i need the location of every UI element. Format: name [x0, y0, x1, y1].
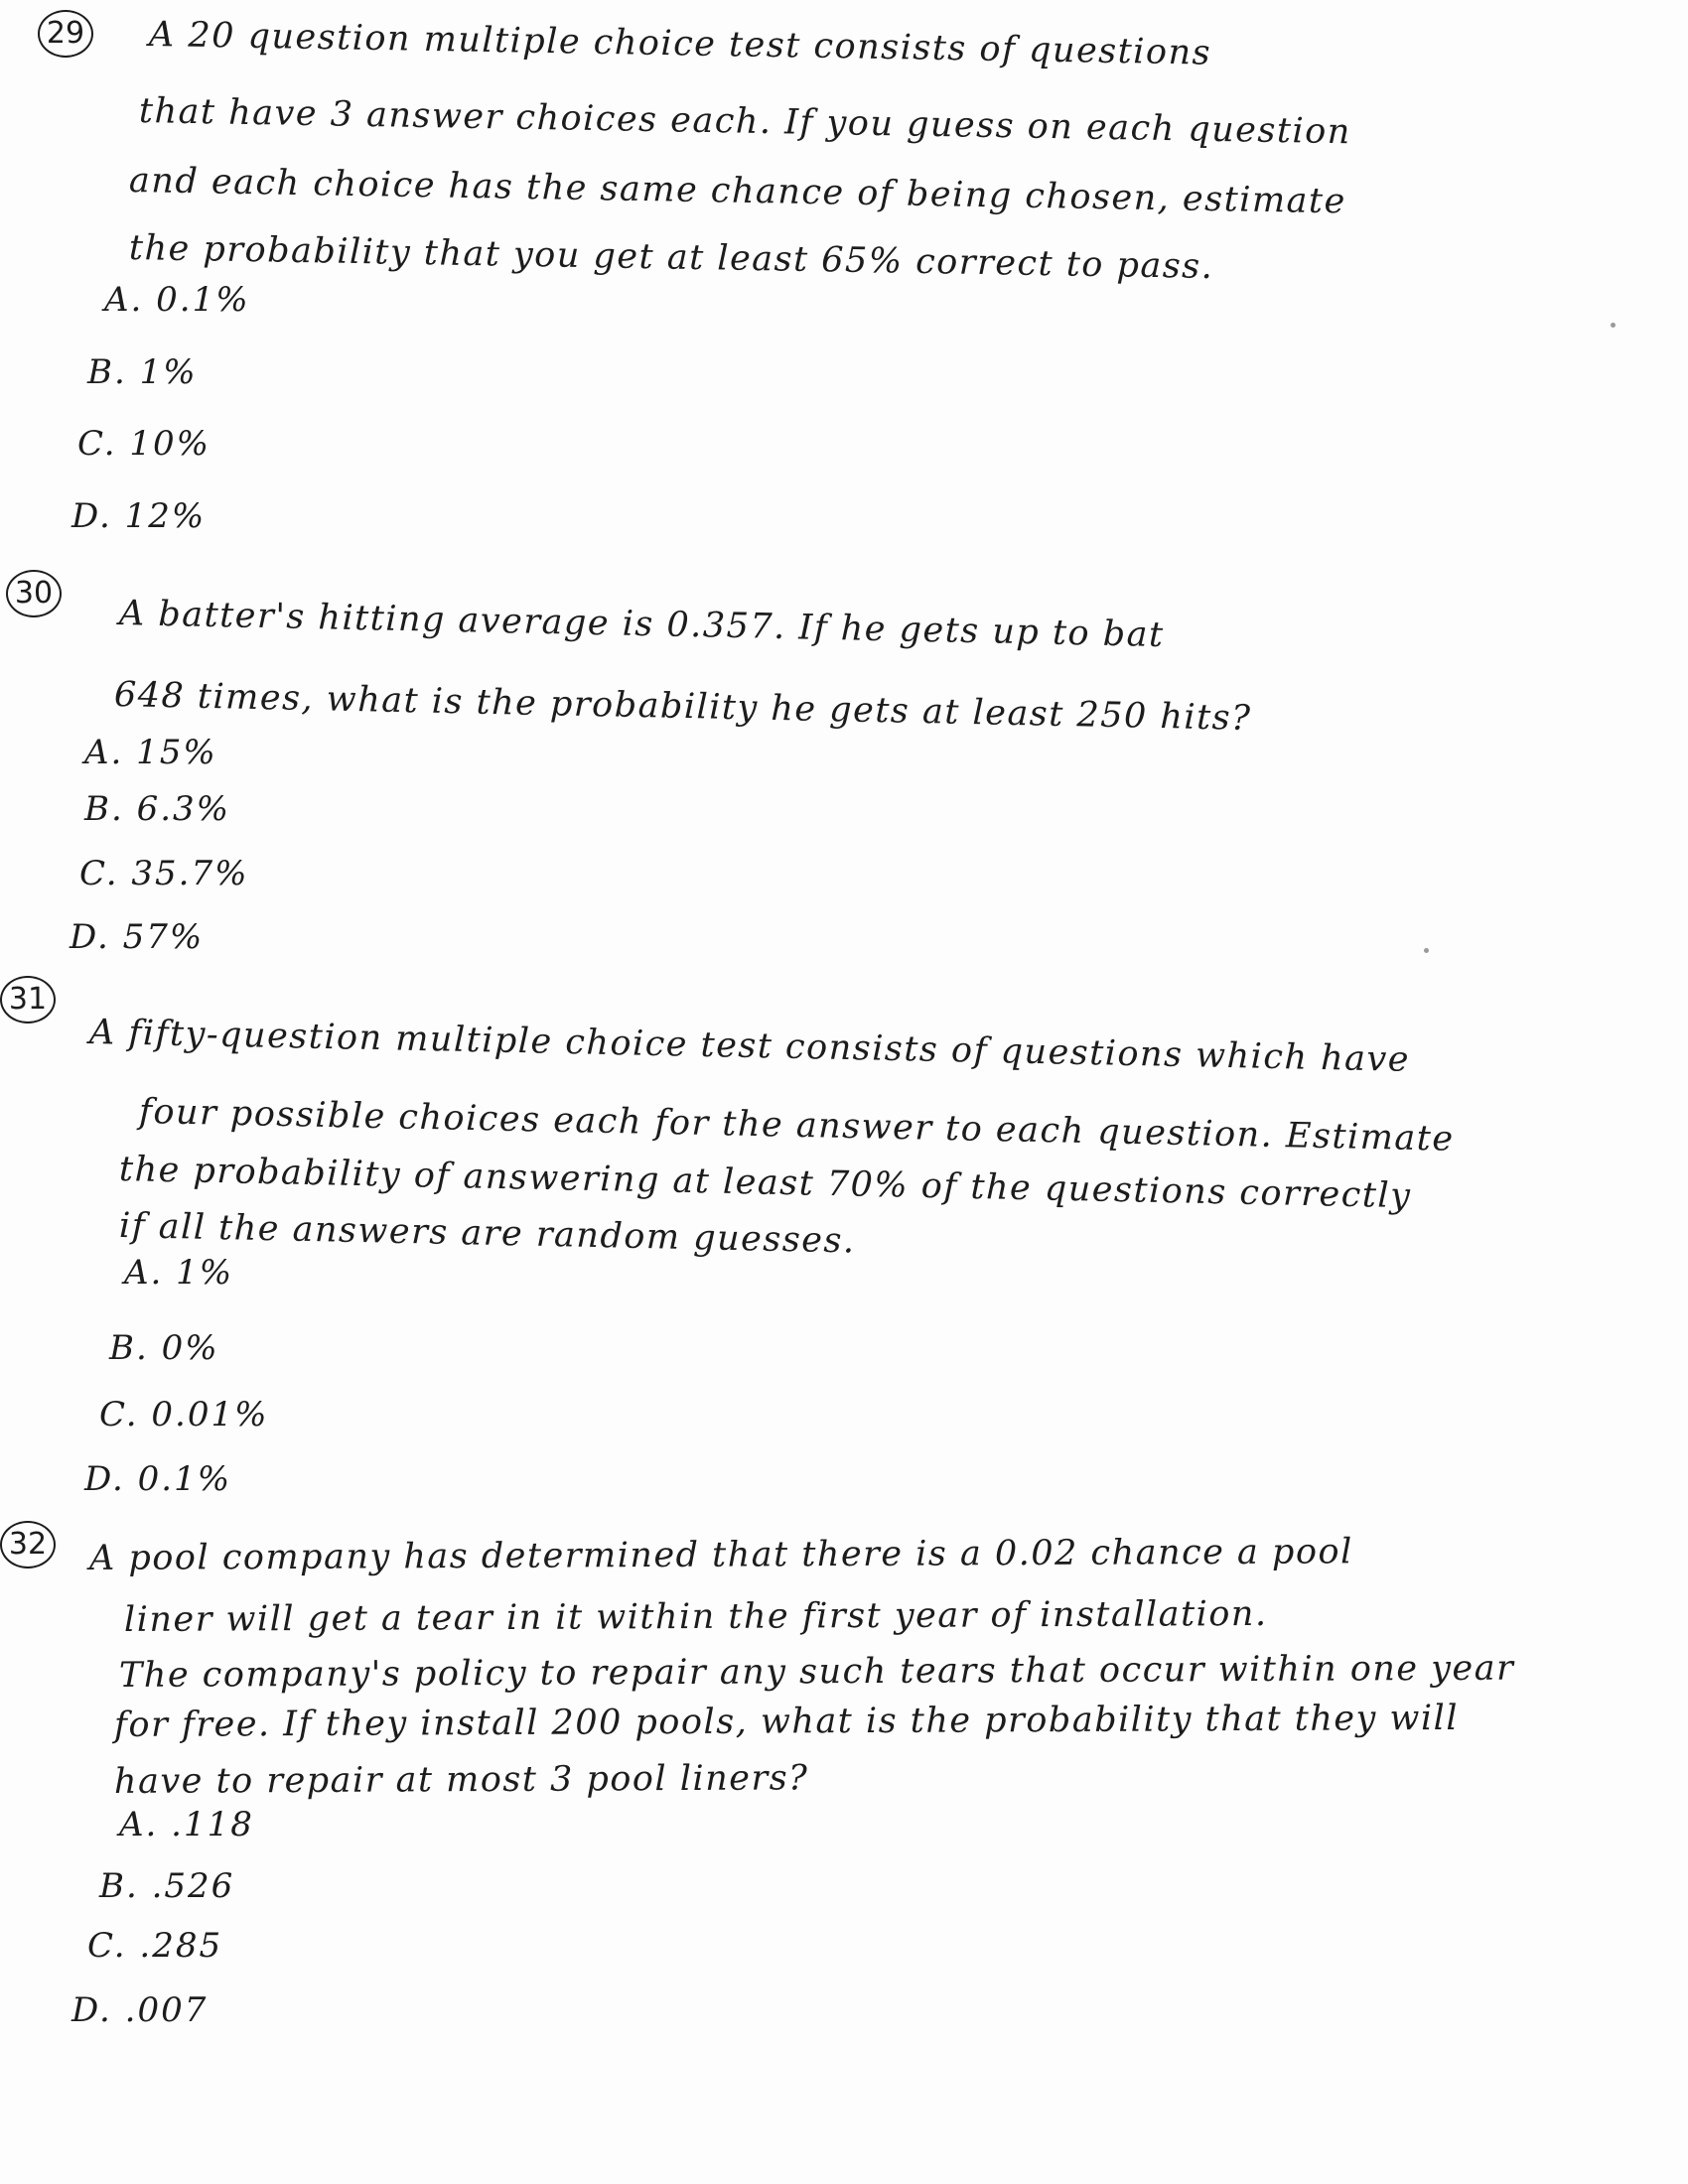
- answer-choice-b: B. .526: [99, 1866, 235, 1906]
- answer-choice-b: B. 1%: [87, 352, 198, 392]
- question-text-line: four possible choices each for the answer to each question. Estimate: [138, 1092, 1455, 1160]
- question-text-line: 648 times, what is the probability he gets at least 250 hits?: [113, 675, 1252, 739]
- answer-choice-a: A. 0.1%: [104, 280, 250, 320]
- question-text-line: that have 3 answer choices each. If you guess on each question: [138, 91, 1352, 153]
- answer-choice-c: C. .285: [87, 1926, 223, 1966]
- answer-choice-b: B. 6.3%: [84, 789, 230, 829]
- question-number-badge: 31: [0, 976, 56, 1024]
- answer-choice-d: D. 12%: [71, 496, 207, 536]
- question-text-line: the probability that you get at least 65% correct to pass.: [128, 228, 1214, 288]
- scan-speck: [1611, 323, 1616, 328]
- scan-speck: [1424, 948, 1429, 953]
- question-text-line: A fifty-question multiple choice test consists of questions which have: [88, 1013, 1411, 1080]
- answer-choice-c: C. 0.01%: [99, 1395, 269, 1434]
- question-text-line: if all the answers are random guesses.: [118, 1206, 856, 1262]
- question-text-line: The company's policy to repair any such tears that occur within one year: [118, 1648, 1515, 1696]
- answer-choice-d: D. .007: [71, 1990, 209, 2030]
- question-text-line: liner will get a tear in it within the first year of installation.: [123, 1593, 1268, 1640]
- question-text-line: A 20 question multiple choice test consists of questions: [148, 15, 1212, 73]
- question-text-line: A batter's hitting average is 0.357. If he gets up to bat: [118, 594, 1165, 656]
- question-number-badge: 30: [6, 570, 62, 617]
- answer-choice-d: D. 0.1%: [84, 1459, 232, 1499]
- answer-choice-c: C. 10%: [77, 424, 211, 464]
- question-text-line: A pool company has determined that there is a 0.02 chance a pool: [88, 1532, 1353, 1578]
- answer-choice-a: A. 15%: [84, 733, 217, 772]
- question-text-line: the probability of answering at least 70% of the questions correctly: [118, 1150, 1412, 1217]
- question-text-line: have to repair at most 3 pool liners?: [113, 1758, 809, 1802]
- question-text-line: and each choice has the same chance of being chosen, estimate: [128, 161, 1347, 222]
- question-number-badge: 32: [0, 1521, 56, 1569]
- answer-choice-b: B. 0%: [109, 1328, 219, 1368]
- answer-choice-d: D. 57%: [70, 917, 205, 957]
- answer-choice-c: C. 35.7%: [79, 854, 249, 893]
- answer-choice-a: A. 1%: [124, 1253, 234, 1293]
- answer-choice-a: A. .118: [119, 1805, 254, 1844]
- question-number-badge: 29: [38, 10, 93, 58]
- question-text-line: for free. If they install 200 pools, what is the probability that they will: [113, 1698, 1460, 1745]
